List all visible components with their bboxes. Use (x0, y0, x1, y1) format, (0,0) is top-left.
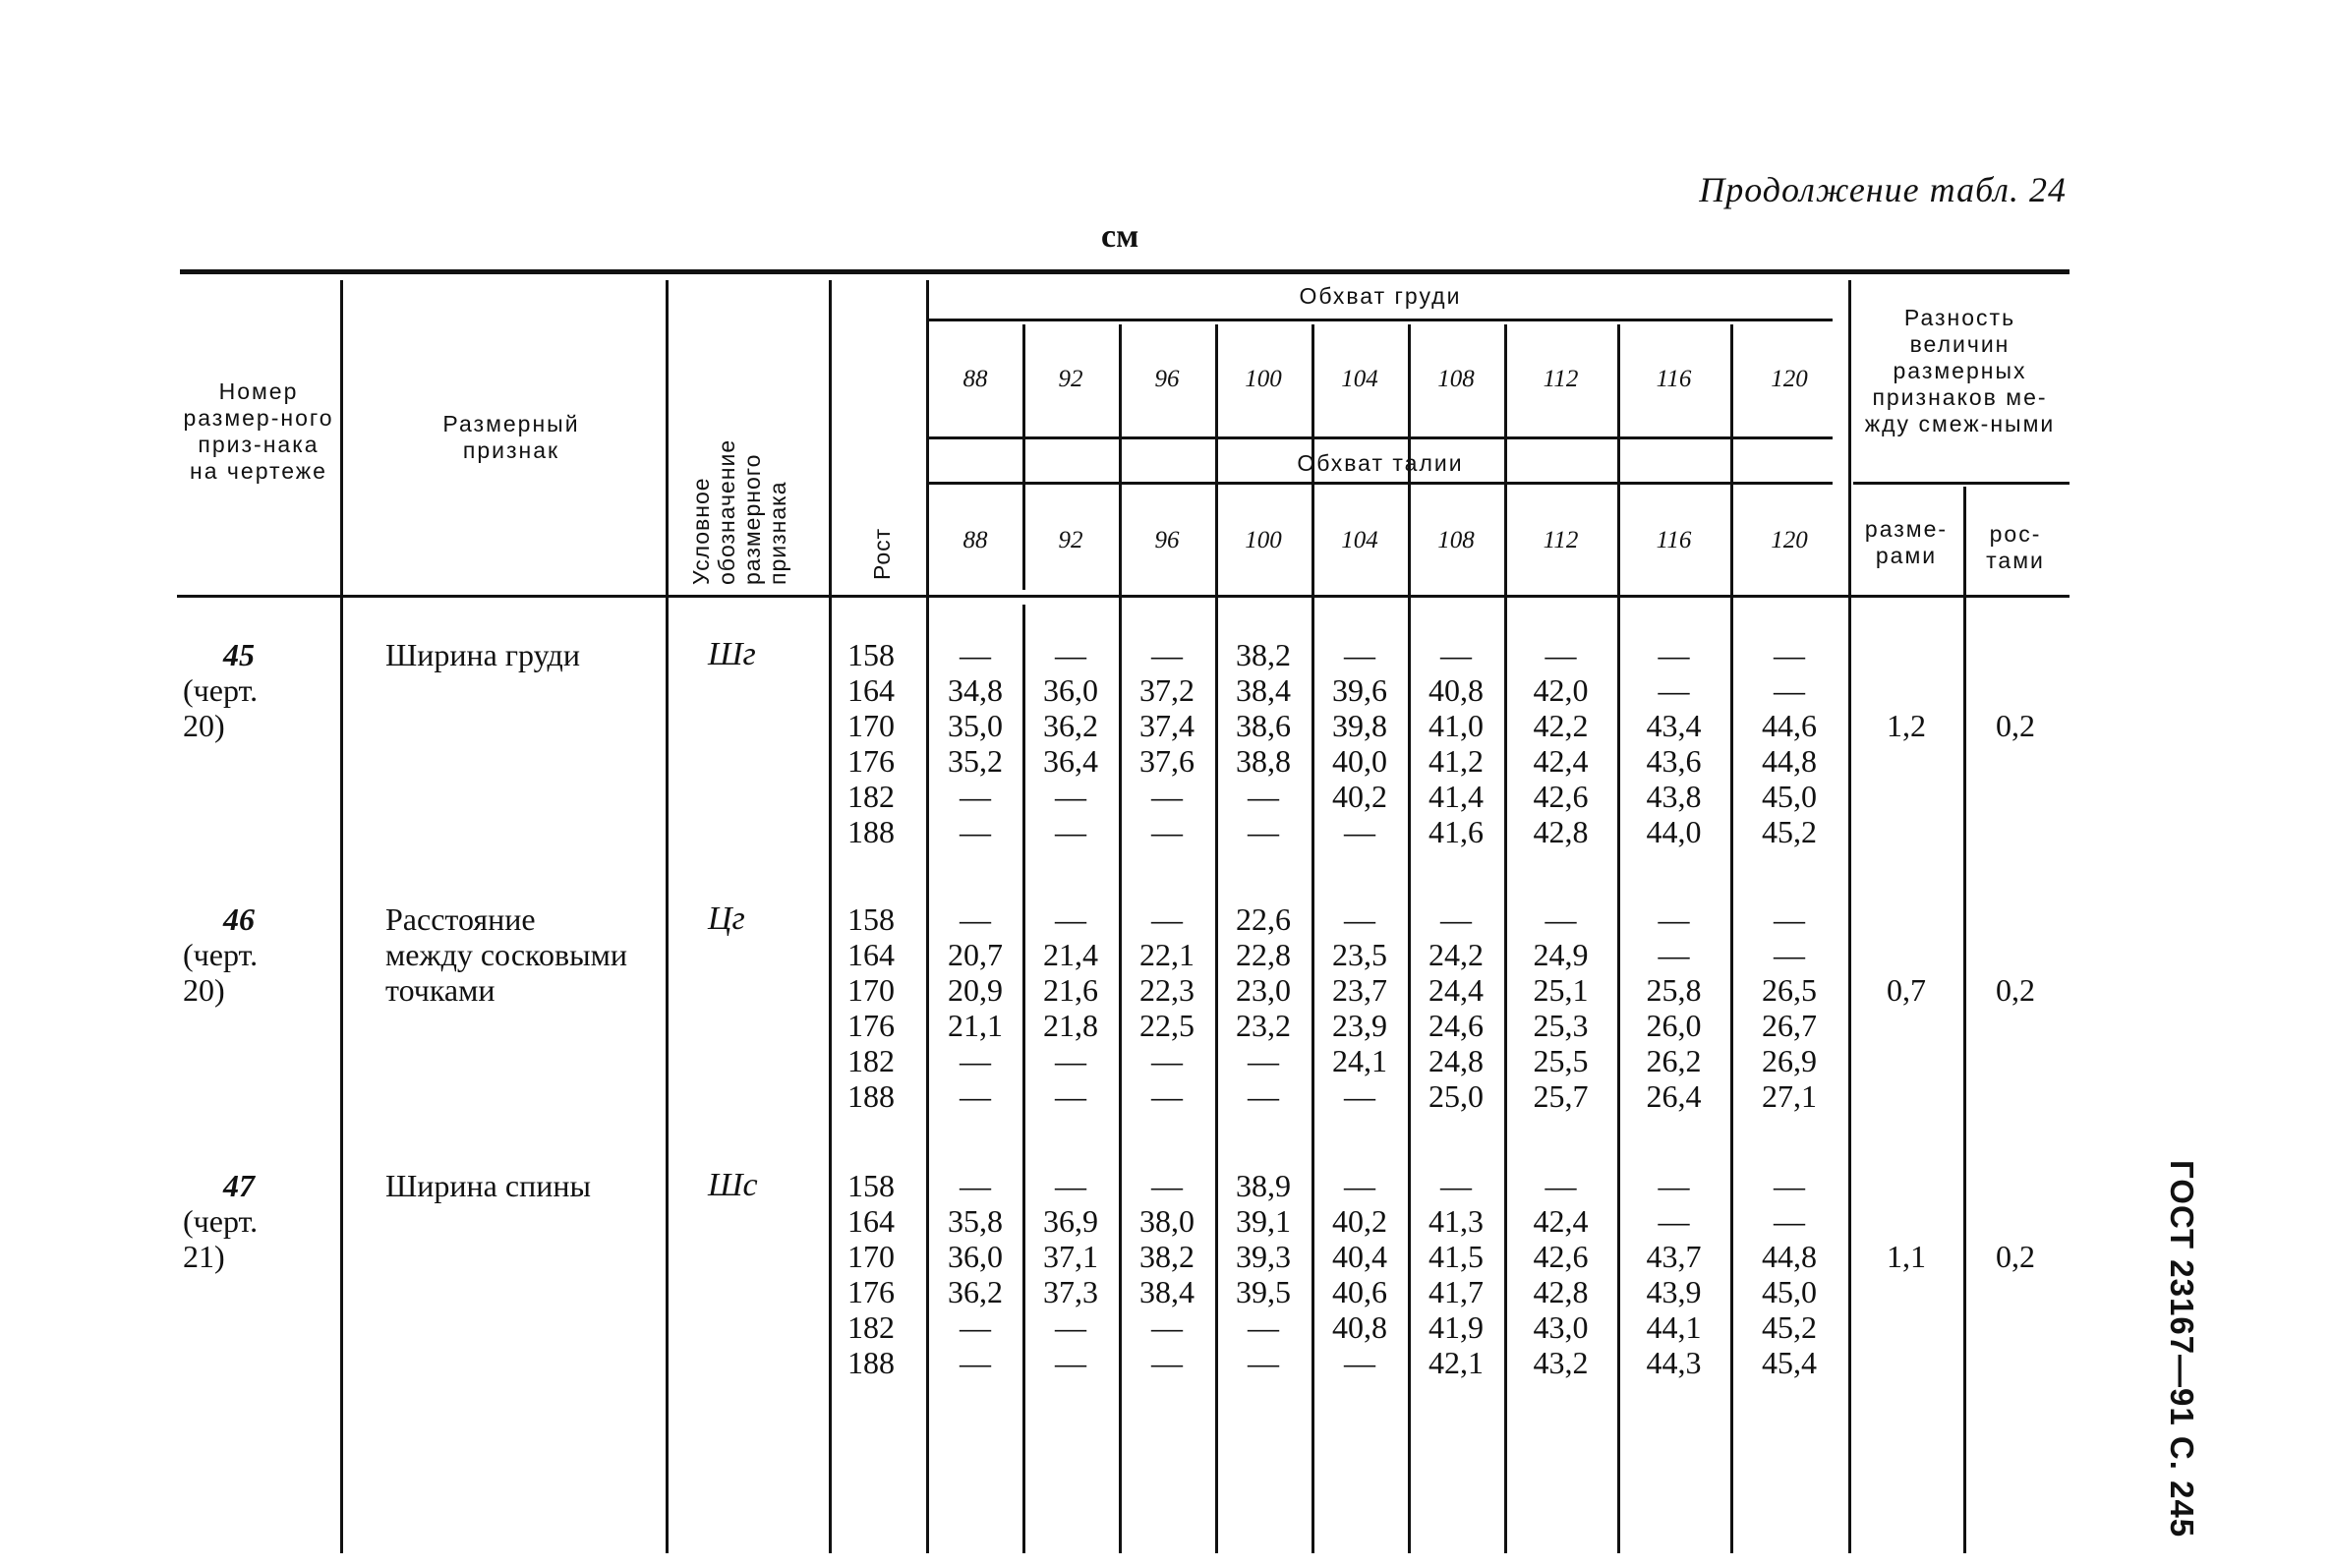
row-heights: 158 164 170 176 182 188 (847, 1168, 895, 1380)
table-caption: Продолжение табл. 24 (1699, 170, 2067, 209)
row-number: 45 (223, 637, 255, 672)
row-value-column: — 22,1 22,3 22,5 — — (1139, 901, 1195, 1114)
unit-label: см (1101, 218, 1139, 255)
row-drawing-ref: (черт. 21) (183, 1203, 259, 1274)
waist-size-8: 120 (1771, 527, 1808, 553)
row-symbol: Шс (708, 1167, 758, 1203)
row-number: 46 (223, 901, 255, 937)
waist-size-2: 96 (1154, 527, 1180, 553)
row-value-column: — — 26,5 26,7 26,9 27,1 (1762, 901, 1817, 1114)
row-value-column: — — 43,7 43,9 44,1 44,3 (1646, 1168, 1702, 1380)
row-symbol: Шг (708, 636, 756, 672)
chest-size-2: 96 (1154, 366, 1180, 392)
row-value-column: — 24,9 25,1 25,3 25,5 25,7 (1533, 901, 1589, 1114)
chest-values-rule (928, 436, 1833, 439)
chest-size-6: 112 (1543, 366, 1579, 392)
row-heights: 158 164 170 176 182 188 (847, 901, 895, 1114)
row-value-column: — 24,2 24,4 24,6 24,8 25,0 (1428, 901, 1484, 1114)
chest-size-4: 104 (1341, 366, 1378, 392)
row-value-column: — 37,2 37,4 37,6 — — (1139, 637, 1195, 849)
standard-page-label: ГОСТ 23167—91 С. 245 (2164, 1160, 2200, 1539)
header-difference: Разность величин размерных признаков ме-жду смеж-ными (1864, 305, 2056, 436)
row-value-column: — 35,8 36,0 36,2 — — (948, 1168, 1003, 1380)
waist-size-1: 92 (1058, 527, 1083, 553)
header-diff-sizes: разме-рами (1864, 516, 1949, 568)
header-designation-text: Условное обозначение размерного признака (688, 438, 790, 585)
row-diff-sizes: 1,2 (1887, 708, 1926, 743)
col-rule-13 (1848, 280, 1851, 1553)
difference-rule (1853, 482, 2070, 485)
row-value-column: — 39,6 39,8 40,0 40,2 — (1332, 637, 1387, 849)
col-rule-1 (340, 280, 343, 1553)
waist-size-6: 112 (1543, 527, 1579, 553)
row-value-column: — — 25,8 26,0 26,2 26,4 (1646, 901, 1702, 1114)
row-drawing-ref: (черт. 20) (183, 672, 259, 743)
row-value-column: — 38,0 38,2 38,4 — — (1139, 1168, 1195, 1380)
header-height: Рост (869, 527, 895, 580)
header-diff-heights: рос-тами (1986, 521, 2045, 573)
col-rule-14 (1963, 487, 1966, 1553)
row-diff-heights: 0,2 (1996, 972, 2035, 1008)
row-symbol: Цг (708, 900, 745, 937)
row-diff-sizes: 1,1 (1887, 1239, 1926, 1274)
chest-size-3: 100 (1245, 366, 1282, 392)
header-designation (688, 290, 790, 585)
waist-size-3: 100 (1245, 527, 1282, 553)
row-feature: Ширина груди (385, 637, 580, 672)
row-value-column: — 40,8 41,0 41,2 41,4 41,6 (1428, 637, 1484, 849)
waist-size-4: 104 (1341, 527, 1378, 553)
row-value-column: — 36,0 36,2 36,4 — — (1043, 637, 1098, 849)
table-top-rule (180, 269, 2070, 274)
chest-size-0: 88 (962, 366, 988, 392)
waist-size-0: 88 (962, 527, 988, 553)
row-value-column: 38,9 39,1 39,3 39,5 — — (1236, 1168, 1291, 1380)
row-value-column: 22,6 22,8 23,0 23,2 — — (1236, 901, 1291, 1114)
row-value-column: — 42,4 42,6 42,8 43,0 43,2 (1533, 1168, 1589, 1380)
row-value-column: — 42,0 42,2 42,4 42,6 42,8 (1533, 637, 1589, 849)
row-value-column: 38,2 38,4 38,6 38,8 — — (1236, 637, 1291, 849)
row-value-column: — 20,7 20,9 21,1 — — (948, 901, 1003, 1114)
row-diff-heights: 0,2 (1996, 1239, 2035, 1274)
col-rule-3 (829, 280, 832, 1553)
row-value-column: — — 44,8 45,0 45,2 45,4 (1762, 1168, 1817, 1380)
chest-size-5: 108 (1437, 366, 1475, 392)
row-value-column: — 34,8 35,0 35,2 — — (948, 637, 1003, 849)
row-feature: Расстояние между сосковыми точками (385, 901, 627, 1008)
row-diff-heights: 0,2 (1996, 708, 2035, 743)
header-number: Номер размер-ного приз-нака на чертеже (183, 378, 334, 484)
row-diff-sizes: 0,7 (1887, 972, 1926, 1008)
chest-size-7: 116 (1656, 366, 1692, 392)
row-number: 47 (223, 1168, 255, 1203)
waist-size-7: 116 (1656, 527, 1692, 553)
row-drawing-ref: (черт. 20) (183, 937, 259, 1008)
row-value-column: — 41,3 41,5 41,7 41,9 42,1 (1428, 1168, 1484, 1380)
header-waist-group: Обхват талии (1297, 450, 1464, 476)
row-value-column: — 21,4 21,6 21,8 — — (1043, 901, 1098, 1114)
header-bottom-rule (177, 595, 2070, 598)
header-feature: Размерный признак (442, 411, 580, 463)
header-chest-group: Обхват груди (1299, 283, 1462, 309)
chest-size-1: 92 (1058, 366, 1083, 392)
chest-group-rule (928, 319, 1833, 321)
row-value-column: — 40,2 40,4 40,6 40,8 — (1332, 1168, 1387, 1380)
row-value-column: — 36,9 37,1 37,3 — — (1043, 1168, 1098, 1380)
row-value-column: — — 44,6 44,8 45,0 45,2 (1762, 637, 1817, 849)
waist-group-rule (928, 482, 1833, 485)
row-value-column: — — 43,4 43,6 43,8 44,0 (1646, 637, 1702, 849)
row-value-column: — 23,5 23,7 23,9 24,1 — (1332, 901, 1387, 1114)
waist-size-5: 108 (1437, 527, 1475, 553)
row-heights: 158 164 170 176 182 188 (847, 637, 895, 849)
chest-size-8: 120 (1771, 366, 1808, 392)
row-feature: Ширина спины (385, 1168, 591, 1203)
